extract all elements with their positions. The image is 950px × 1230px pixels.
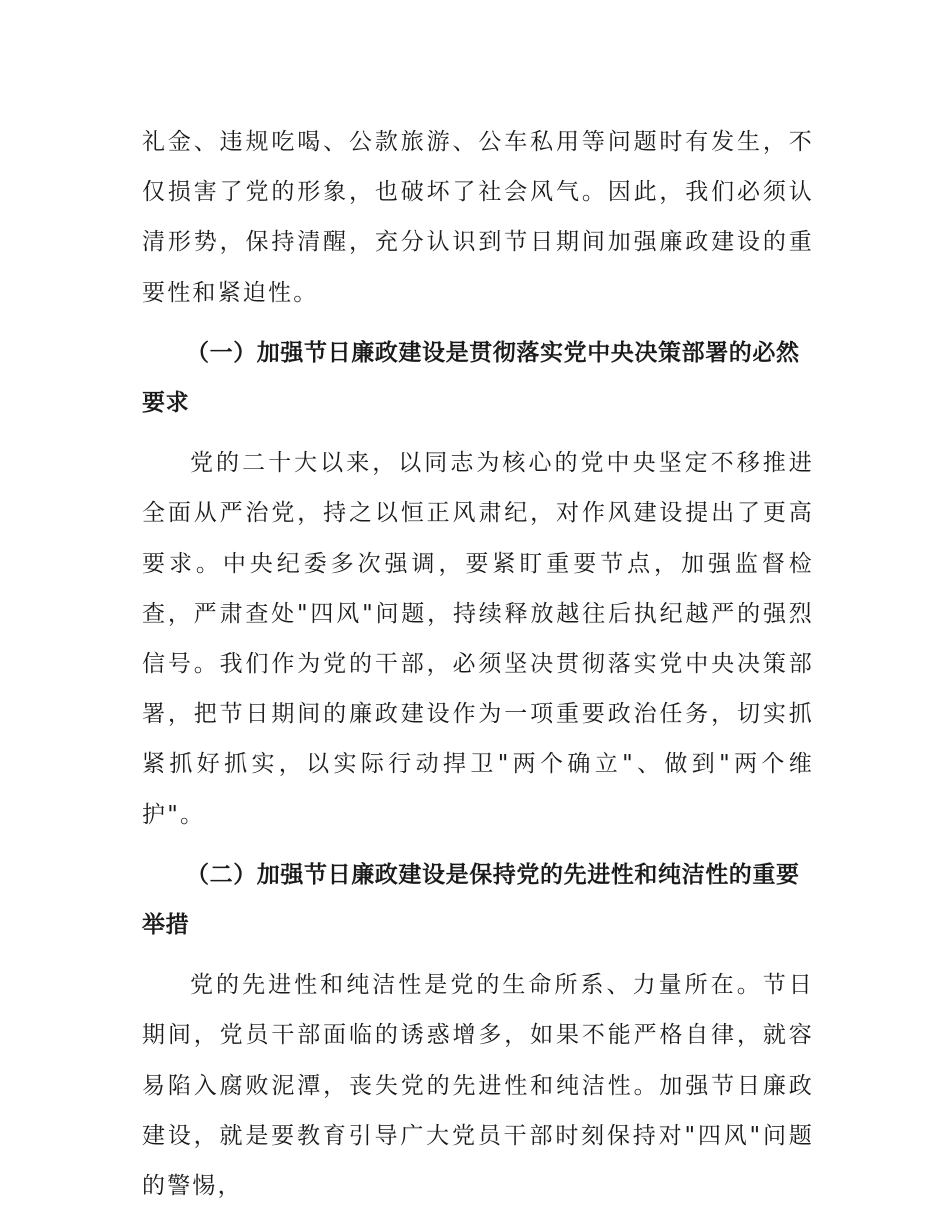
paragraph-spacer <box>142 840 814 850</box>
paragraph-spacer <box>142 428 814 438</box>
paragraph-spacer <box>142 318 814 328</box>
body-paragraph-1: 礼金、违规吃喝、公款旅游、公车私用等问题时有发生，不仅损害了党的形象，也破坏了社会风气。因此，我们必须认清形势，保持清醒，充分认识到节日期间加强廉政建设的重要性和紧迫性。 <box>142 129 814 306</box>
body-paragraph-3: 党的先进性和纯洁性是党的生命所系、力量所在。节日期间，党员干部面临的诱惑增多，如果不能严格自律，就容易陷入腐败泥潭，丧失党的先进性和纯洁性。加强节日廉政建设，就是要教育引导广大党员干部时刻保持对"四风"问题的警惕， <box>142 972 814 1200</box>
section-heading-1: （一）加强节日廉政建设是贯彻落实党中央决策部署的必然要求 <box>142 339 800 417</box>
paragraph-spacer <box>142 950 814 960</box>
document-body <box>142 117 814 1211</box>
section-heading-2: （二）加强节日廉政建设是保持党的先进性和纯洁性的重要举措 <box>142 861 800 939</box>
body-paragraph-2: 党的二十大以来，以同志为核心的党中央坚定不移推进全面从严治党，持之以恒正风肃纪，对作风建设提出了更高要求。中央纪委多次强调，要紧盯重要节点，加强监督检查，严肃查处"四风"问题，持续释放越往后执纪越严的强烈信号。我们作为党的干部，必须坚决贯彻落实党中央决策部署，把节日期间的廉政建设作为一项重要政治任务，切实抓紧抓好抓实，以实际行动捍卫"两个确立"、做到"两个维护"。 <box>142 450 814 828</box>
